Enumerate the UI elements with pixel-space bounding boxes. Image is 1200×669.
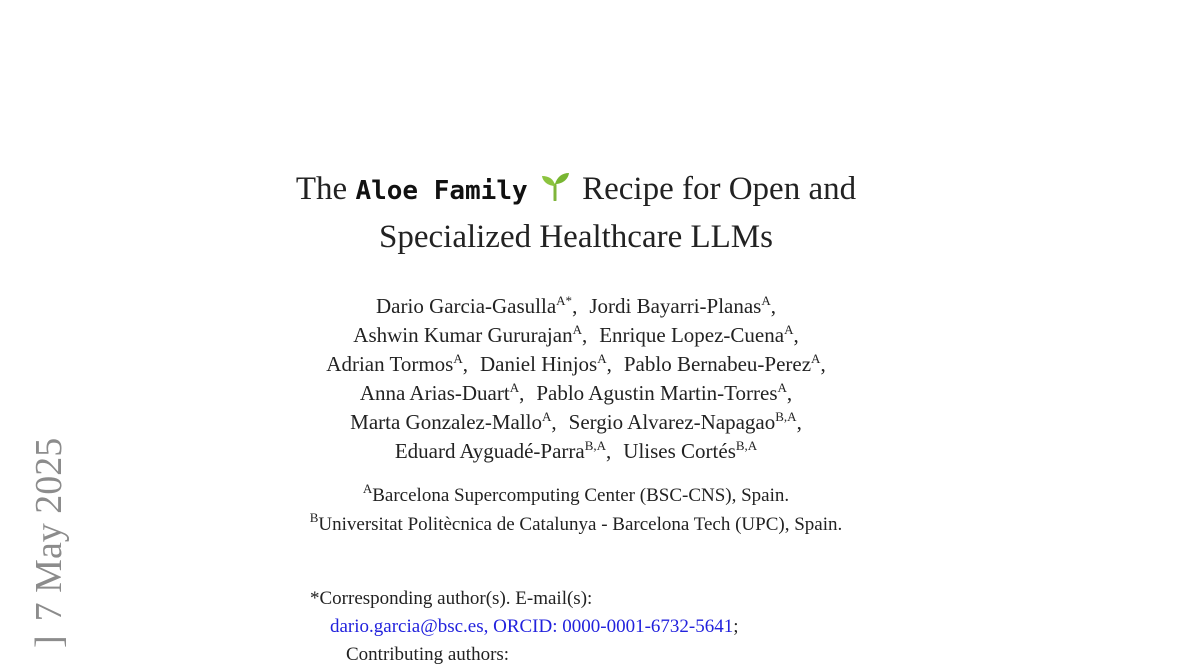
corresponding-author-block	[310, 585, 1010, 669]
author-name: Sergio Alvarez-Napagao	[568, 410, 776, 434]
corresponding-email-link[interactable]: dario.garcia@bsc.es, ORCID: 0000-0001-6732-5641	[330, 616, 734, 637]
title-line2: Specialized Healthcare LLMs	[379, 219, 773, 255]
title-line1-suffix: Recipe for Open and	[582, 171, 857, 207]
affiliation-marker: B	[309, 510, 319, 525]
affiliation-line	[180, 481, 972, 510]
author-list	[180, 292, 972, 466]
author-line: Eduard Ayguadé-Parra$^{B,A}$, Ulises Cortés$^{B,A}$	[394, 438, 758, 463]
author-affiliation-marker: A	[777, 380, 787, 395]
affiliation-list	[180, 481, 972, 539]
affiliation-text: Universitat Politècnica de Catalunya - Barcelona Tech (UPC), Spain.	[318, 514, 843, 535]
sprout-icon	[540, 168, 570, 214]
author-line: Marta Gonzalez-Mallo$^A$, Sergio Alvarez-Napagao$^{B,A}$,	[350, 409, 802, 434]
author-affiliation-marker: A	[453, 351, 463, 366]
author-name: Adrian Tormos	[326, 352, 454, 376]
arxiv-stamp-date: 7 May 2025	[28, 437, 70, 622]
author-line: Ashwin Kumar Gururajan$^A$, Enrique Lopez-Cuena$^A$,	[353, 322, 799, 347]
author-affiliation-marker: A	[509, 380, 520, 395]
affiliation-marker: A	[362, 481, 373, 496]
author-affiliation-marker: B,A	[735, 438, 758, 453]
author-name: Pablo Agustin Martin-Torres	[536, 381, 778, 405]
title-prefix: The	[295, 171, 348, 207]
author-affiliation-marker: A	[597, 351, 607, 366]
author-affiliation-marker: B,A	[775, 409, 797, 424]
author-line: Adrian Tormos$^A$, Daniel Hinjos$^A$, Pablo Bernabeu-Perez$^A$,	[326, 351, 826, 376]
corresponding-email-suffix: ;	[733, 616, 739, 637]
author-name: Eduard Ayguadé-Parra	[394, 439, 585, 463]
author-name: Marta Gonzalez-Mallo	[350, 410, 542, 434]
affiliation-text: Barcelona Supercomputing Center (BSC-CNS), Spain.	[372, 485, 790, 506]
arxiv-stamp-bracket: ]	[28, 635, 70, 648]
author-name: Ashwin Kumar Gururajan	[353, 323, 573, 347]
author-name: Pablo Bernabeu-Perez	[623, 352, 812, 376]
author-affiliation-marker: A	[572, 322, 582, 337]
author-name: Dario Garcia-Gasulla	[376, 294, 557, 318]
author-affiliation-marker: A*	[556, 293, 573, 308]
contributing-authors-label: Contributing authors:	[346, 644, 510, 665]
author-affiliation-marker: B,A	[584, 438, 607, 453]
author-name: Jordi Bayarri-Planas	[589, 294, 762, 318]
author-affiliation-marker: A	[542, 409, 552, 424]
author-affiliation-marker: A	[811, 351, 821, 366]
corresponding-label: *Corresponding author(s). E-mail(s):	[310, 588, 593, 609]
paper-title	[180, 166, 972, 260]
title-model-name: Aloe Family	[355, 176, 528, 206]
author-name: Ulises Cortés	[623, 439, 736, 463]
author-name: Anna Arias-Duart	[359, 381, 510, 405]
affiliation-line	[180, 510, 972, 539]
author-line: Anna Arias-Duart$^A$, Pablo Agustin Martin-Torres$^A$,	[359, 380, 793, 405]
author-affiliation-marker: A	[784, 322, 794, 337]
author-line: Dario Garcia-Gasulla$^{A*}$, Jordi Bayarri-Planas$^A$,	[376, 293, 776, 318]
author-name: Daniel Hinjos	[479, 352, 598, 376]
author-name: Enrique Lopez-Cuena	[599, 323, 785, 347]
author-affiliation-marker: A	[761, 293, 771, 308]
